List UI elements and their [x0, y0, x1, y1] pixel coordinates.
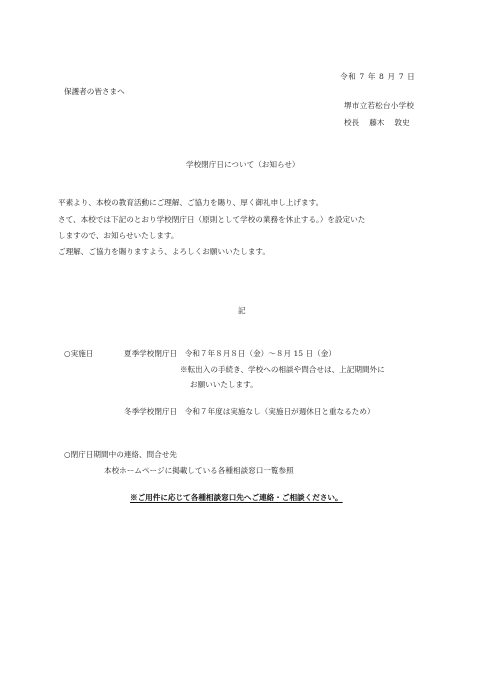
contact-body: 本校ホームページに掲載している各種相談窓口一覧参照 — [104, 466, 294, 475]
addressee: 保護者の皆さまへ — [64, 87, 125, 96]
summer-closure-dates: 夏季学校閉庁日 令和７年８月８日（金）～８月 15 日（金） — [124, 349, 336, 358]
document-title: 学校閉庁日について（お知らせ） — [186, 160, 300, 169]
contact-notice: ※ご用件に応じて各種相談窓口先へご連絡・ご相談ください。 — [130, 493, 343, 502]
contact-heading: ○閉庁日期間中の連絡、問合せ先 — [64, 450, 177, 459]
ki-heading: 記 — [238, 306, 246, 315]
principal-name: 校長 藤木 敦史 — [344, 118, 410, 127]
closure-note-line1: ※転出入の手続き、学校への相談や問合せは、上記期間外に — [180, 365, 385, 374]
winter-closure-dates: 冬季学校閉庁日 令和７年度は実施なし（実施日が週休日と重なるため） — [124, 407, 375, 416]
closure-note-line2: お願いいたします。 — [190, 380, 258, 389]
purpose-paragraph-line2: しますので、お知らせいたします。 — [58, 231, 179, 240]
document-date: 令和 7 年 8 月 7 日 — [340, 72, 416, 81]
implementation-label: ○実施日 — [64, 349, 94, 358]
closing-paragraph: ご理解、ご協力を賜りますよう、よろしくお願いいたします。 — [58, 247, 271, 256]
school-name: 堺市立若松台小学校 — [344, 101, 415, 110]
purpose-paragraph-line1: さて、本校では下記のとおり学校閉庁日（原則として学校の業務を休止する。）を設定いた — [58, 215, 366, 224]
greeting-paragraph: 平素より、本校の教育活動にご理解、ご協力を賜り、厚く御礼申し上げます。 — [58, 198, 324, 207]
